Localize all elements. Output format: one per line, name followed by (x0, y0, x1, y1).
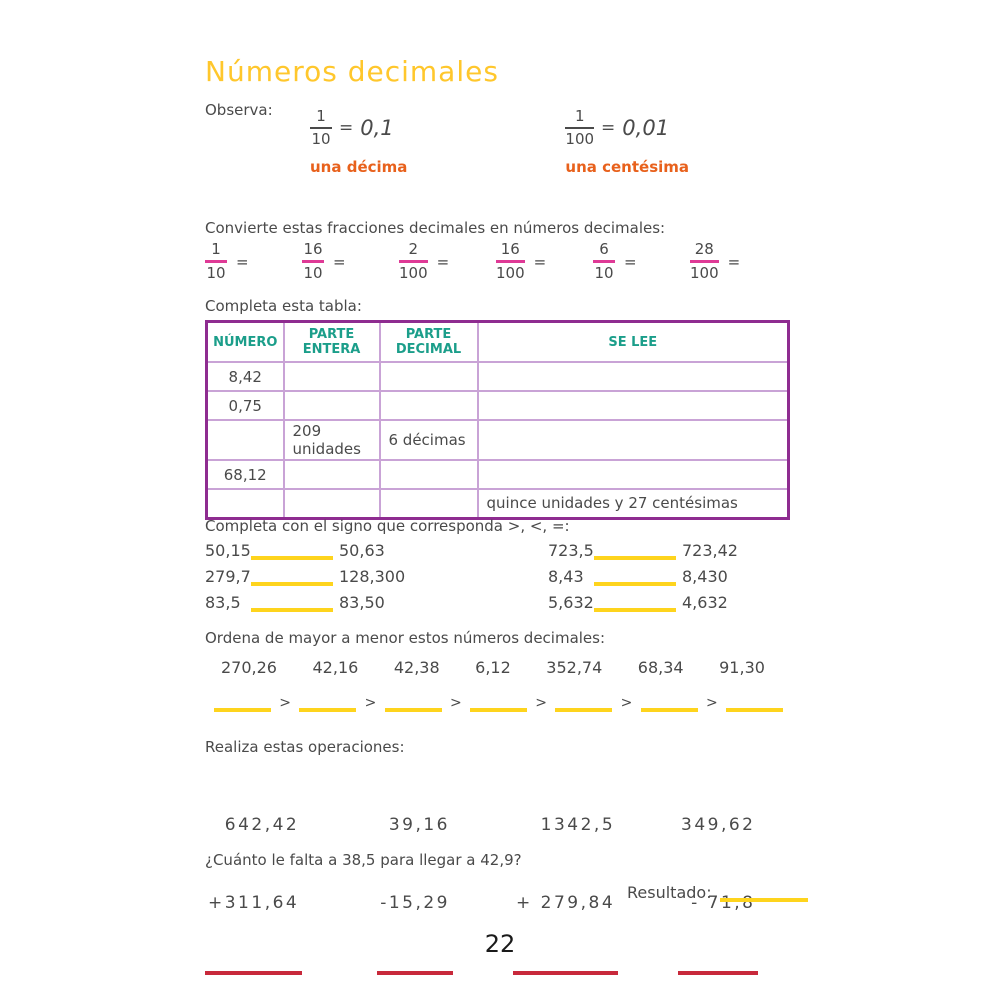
table-row (207, 420, 789, 460)
equals-sign: = (624, 252, 637, 271)
column-header: SE LEE (478, 322, 789, 363)
table-row (207, 362, 789, 391)
table-row (207, 460, 789, 489)
compare-number: 83,5 (205, 593, 241, 612)
compare-number: 4,632 (682, 593, 728, 612)
compare-number: 8,430 (682, 567, 728, 586)
fraction-denominator: 100 (565, 130, 595, 149)
equals-sign: = (333, 252, 346, 271)
table-cell[interactable] (207, 489, 284, 518)
operand-bottom: - 71,8 (691, 893, 756, 913)
fraction-numerator: 1 (316, 107, 326, 125)
column-header: NÚMERO (207, 322, 284, 363)
table-cell[interactable] (380, 391, 478, 420)
table-cell[interactable] (380, 489, 478, 518)
fraction-bar (310, 127, 332, 129)
answer-blank[interactable] (214, 696, 271, 712)
compare-pair (548, 566, 728, 586)
order-number: 6,12 (475, 658, 511, 677)
order-answer-lines (205, 694, 783, 712)
fraction-denominator: 10 (594, 264, 614, 283)
compare-number: 50,15 (205, 541, 251, 560)
compare-row (205, 566, 790, 586)
fraction-denominator: 10 (206, 264, 226, 283)
equals-sign: = (601, 118, 616, 139)
order-instruction: Ordena de mayor a menor estos números decimales: (205, 629, 606, 647)
example-hundredth (565, 108, 689, 176)
compare-number: 8,43 (548, 567, 584, 586)
table-cell[interactable] (284, 391, 380, 420)
order-number: 91,30 (719, 658, 765, 677)
fraction-bar (593, 260, 615, 263)
table-cell[interactable] (380, 362, 478, 391)
decimal-value: 0,1 (360, 116, 394, 141)
greater-than-sign: > (449, 695, 462, 711)
order-number: 42,16 (312, 658, 359, 677)
table-cell: 68,12 (207, 460, 284, 489)
column-header: PARTE DECIMAL (380, 322, 478, 363)
answer-blank[interactable] (720, 886, 808, 902)
answer-blank[interactable] (594, 570, 676, 586)
compare-number: 279,7 (205, 567, 251, 586)
table-cell: quince unidades y 27 centésimas (478, 489, 789, 518)
fraction-numerator: 1 (574, 107, 585, 125)
compare-pair (205, 540, 548, 560)
answer-blank[interactable] (385, 696, 442, 712)
column-header: PARTE ENTERA (284, 322, 380, 363)
example-caption: una centésima (565, 157, 690, 176)
fraction-numerator: 16 (303, 240, 323, 258)
table-cell[interactable] (284, 489, 380, 518)
fractions-row (205, 241, 790, 283)
answer-blank[interactable] (641, 696, 698, 712)
table-cell: 209 unidades (284, 420, 380, 460)
fraction-exercise (496, 241, 593, 283)
result-label: Resultado: (627, 883, 712, 902)
page-number: 22 (484, 930, 516, 958)
operand-bottom: +311,64 (208, 893, 300, 913)
operand-top: 39,16 (388, 815, 450, 835)
convert-instruction: Convierte estas fracciones decimales en números decimales: (205, 219, 666, 237)
observa-examples (205, 108, 790, 176)
compare-number: 5,632 (548, 593, 594, 612)
table-cell: 6 décimas (380, 420, 478, 460)
equals-sign: = (339, 118, 354, 139)
compare-instruction: Completa con el signo que corresponda >, <, =: (205, 517, 570, 535)
answer-blank[interactable] (594, 596, 676, 612)
answer-blank[interactable] (251, 596, 333, 612)
example-caption: una décima (310, 157, 408, 176)
greater-than-sign: > (705, 695, 718, 711)
table-cell[interactable] (284, 362, 380, 391)
greater-than-sign: > (535, 695, 548, 711)
operand-top: 349,62 (681, 815, 756, 835)
fraction-exercise (399, 241, 496, 283)
equals-sign: = (533, 252, 547, 271)
answer-blank[interactable] (594, 544, 676, 560)
table-cell[interactable] (478, 460, 789, 489)
fraction-numerator: 6 (599, 240, 609, 258)
fraction-denominator: 100 (496, 264, 525, 283)
decimals-table (205, 320, 790, 520)
answer-blank[interactable] (726, 696, 783, 712)
answer-blank[interactable] (299, 696, 356, 712)
word-problem: ¿Cuánto le falta a 38,5 para llegar a 42,9? (205, 851, 522, 869)
compare-pair (205, 566, 548, 586)
equals-sign: = (436, 252, 450, 271)
compare-pair (548, 540, 738, 560)
order-number: 270,26 (221, 658, 277, 677)
table-cell[interactable] (380, 460, 478, 489)
answer-blank[interactable] (470, 696, 527, 712)
compare-pair (205, 592, 548, 612)
table-cell[interactable] (207, 420, 284, 460)
table-row (207, 391, 789, 420)
order-number: 352,74 (546, 658, 603, 677)
greater-than-sign: > (279, 695, 292, 711)
answer-blank[interactable] (251, 570, 333, 586)
fraction-numerator: 16 (500, 240, 520, 258)
fraction-bar (496, 260, 525, 263)
operations-instruction: Realiza estas operaciones: (205, 738, 405, 756)
fraction-exercise (302, 241, 399, 283)
fraction-bar (690, 260, 719, 263)
table-row (207, 489, 789, 518)
greater-than-sign: > (620, 695, 633, 711)
fraction-exercise (205, 241, 302, 283)
fraction-bar (399, 260, 428, 263)
fraction (310, 108, 332, 149)
order-numbers (205, 658, 765, 677)
answer-blank[interactable] (555, 696, 612, 712)
table-cell[interactable] (478, 362, 789, 391)
greater-than-sign: > (364, 695, 377, 711)
compare-number: 128,300 (339, 567, 406, 586)
fraction-bar (302, 260, 324, 263)
compare-section (205, 540, 790, 612)
example-tenth (310, 108, 407, 176)
table-cell[interactable] (478, 391, 789, 420)
table-cell[interactable] (284, 460, 380, 489)
operand-bottom: + 279,84 (516, 893, 616, 913)
compare-number: 723,5 (548, 541, 594, 560)
fraction (565, 108, 594, 149)
observa-label: Observa: (205, 101, 273, 119)
order-number: 68,34 (637, 658, 684, 677)
table-cell[interactable] (478, 420, 789, 460)
order-number: 42,38 (393, 658, 440, 677)
compare-number: 723,42 (682, 541, 738, 560)
decimal-value: 0,01 (622, 116, 670, 141)
fraction-numerator: 28 (694, 240, 714, 258)
fraction-exercise (593, 241, 690, 283)
operand-bottom: -15,29 (380, 893, 450, 913)
fraction-bar (205, 260, 227, 263)
page-title: Números decimales (205, 55, 499, 88)
compare-number: 83,50 (339, 593, 385, 612)
fraction-bar (565, 127, 594, 129)
equals-sign: = (727, 252, 741, 271)
equals-sign: = (236, 252, 249, 271)
table-cell: 0,75 (207, 391, 284, 420)
fraction-exercise (690, 241, 787, 283)
fraction-denominator: 100 (399, 264, 428, 283)
fraction-denominator: 100 (690, 264, 719, 283)
compare-pair (548, 592, 728, 612)
result-row (627, 883, 814, 902)
table-instruction: Completa esta tabla: (205, 297, 362, 315)
fraction-denominator: 10 (311, 130, 331, 149)
compare-number: 50,63 (339, 541, 385, 560)
fraction-numerator: 1 (211, 240, 221, 258)
operand-top: 1342,5 (540, 815, 616, 835)
fraction-numerator: 2 (408, 240, 419, 258)
operand-top: 642,42 (224, 815, 300, 835)
table-cell: 8,42 (207, 362, 284, 391)
compare-row (205, 540, 790, 560)
fraction-denominator: 10 (303, 264, 323, 283)
compare-row (205, 592, 790, 612)
answer-blank[interactable] (251, 544, 333, 560)
table-header-row (207, 322, 789, 363)
